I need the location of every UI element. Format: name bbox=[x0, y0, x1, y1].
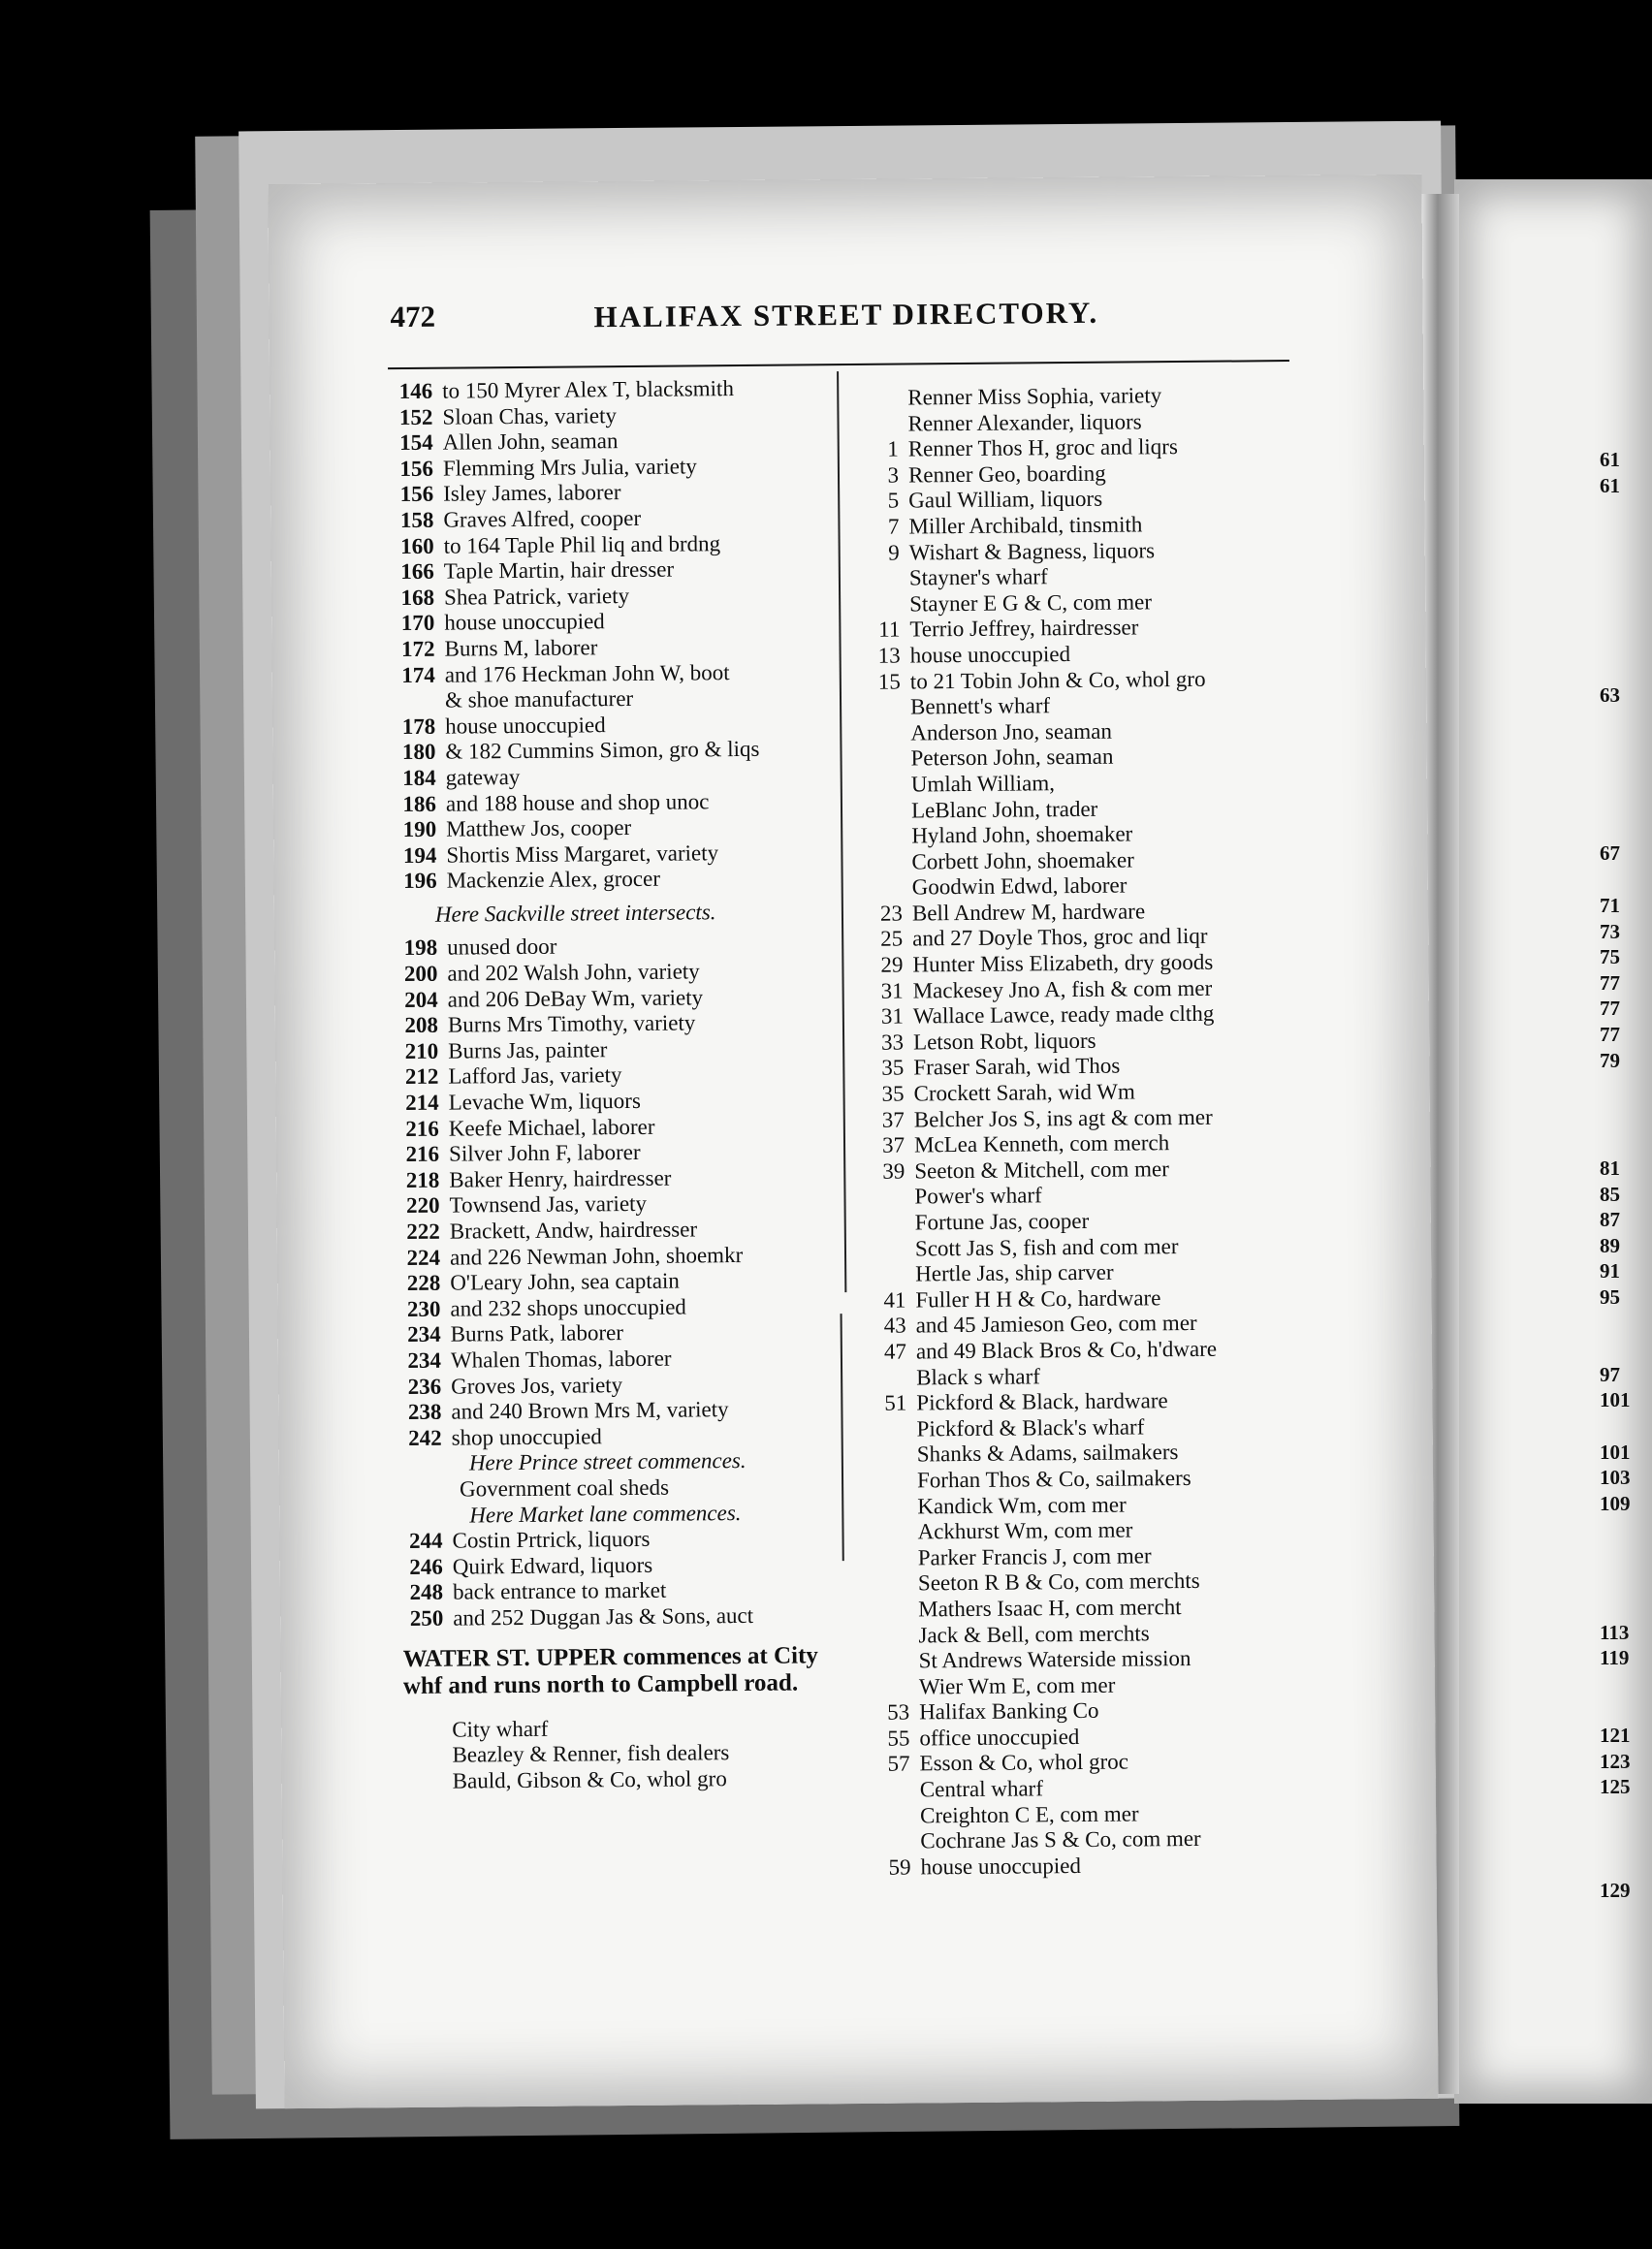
street-number: 146 bbox=[398, 378, 433, 404]
directory-entry bbox=[399, 1216, 845, 1246]
street-number: 156 bbox=[399, 456, 434, 481]
directory-entry bbox=[394, 555, 840, 586]
entry-text: and 226 Newman John, shoemkr bbox=[449, 1242, 744, 1270]
street-number: 1 bbox=[887, 436, 899, 461]
street-number: 216 bbox=[405, 1116, 439, 1141]
directory-entry bbox=[396, 839, 842, 870]
left-column bbox=[392, 375, 850, 1794]
entry-text: Graves Alfred, cooper bbox=[443, 505, 642, 532]
street-number: 5 bbox=[887, 488, 900, 514]
entry-text: Creighton C E, com mer bbox=[919, 1801, 1139, 1828]
directory-entry bbox=[398, 1138, 844, 1168]
street-number: 220 bbox=[405, 1193, 440, 1219]
right-entries bbox=[859, 381, 1376, 1881]
street-number: 238 bbox=[407, 1399, 442, 1425]
entry-text: and 45 Jamieson Geo, com mer bbox=[915, 1311, 1197, 1338]
facing-street-number: 123 bbox=[1600, 1749, 1631, 1773]
street-number: 174 bbox=[401, 662, 435, 687]
directory-entry bbox=[398, 1087, 844, 1117]
street-number: 214 bbox=[405, 1090, 439, 1116]
street-number: 216 bbox=[405, 1141, 440, 1167]
entry-text: Townsend Jas, variety bbox=[449, 1191, 648, 1219]
street-number: 230 bbox=[406, 1296, 441, 1321]
entry-text: Mackesey Jno A, fish & com mer bbox=[912, 975, 1213, 1003]
facing-street-number: 95 bbox=[1600, 1285, 1620, 1309]
street-number: 180 bbox=[401, 740, 436, 765]
entry-text: Bell Andrew M, hardware bbox=[911, 899, 1146, 926]
street-number: 160 bbox=[400, 533, 434, 558]
facing-street-number: 61 bbox=[1600, 448, 1620, 471]
entry-text: Terrio Jeffrey, hairdresser bbox=[909, 615, 1139, 642]
directory-entry bbox=[396, 788, 842, 818]
directory-entry bbox=[401, 1422, 847, 1452]
facing-street-number: 125 bbox=[1600, 1775, 1631, 1799]
street-number: 23 bbox=[879, 901, 904, 926]
directory-entry bbox=[394, 633, 840, 663]
entry-text: Wallace Lawce, ready made clthg bbox=[912, 1000, 1215, 1029]
header-rule bbox=[388, 360, 1289, 369]
page-content bbox=[268, 174, 1438, 2108]
street-number: 41 bbox=[883, 1287, 906, 1313]
street-number: 184 bbox=[402, 765, 436, 790]
street-number: 7 bbox=[887, 514, 900, 539]
entry-text: Crockett Sarah, wid Wm bbox=[913, 1079, 1135, 1106]
entry-text: Fraser Sarah, wid Thos bbox=[913, 1054, 1121, 1080]
directory-entry bbox=[397, 1061, 843, 1092]
directory-entry bbox=[396, 813, 842, 843]
government-sheds: Government coal sheds bbox=[460, 1474, 670, 1502]
entry-text: Burns Mrs Timothy, variety bbox=[447, 1010, 696, 1037]
street-number: 39 bbox=[882, 1158, 905, 1184]
street-number: 234 bbox=[407, 1347, 442, 1373]
entry-text: office unoccupied bbox=[919, 1724, 1080, 1751]
entry-text: & 182 Cummins Simon, gro & liqs bbox=[445, 737, 760, 764]
entry-text: Corbett John, shoemaker bbox=[911, 847, 1134, 874]
entry-text: Renner Miss Sophia, variety bbox=[907, 383, 1162, 410]
directory-entry: City wharf bbox=[452, 1716, 549, 1742]
facing-street-number: 89 bbox=[1600, 1233, 1620, 1257]
entry-text: to 150 Myrer Alex T, blacksmith bbox=[442, 376, 734, 403]
street-number: 51 bbox=[884, 1390, 907, 1415]
street-number: 154 bbox=[399, 429, 433, 456]
directory-entry bbox=[400, 1318, 846, 1348]
street-number: 236 bbox=[407, 1374, 442, 1399]
facing-street-number: 129 bbox=[1600, 1878, 1631, 1902]
entry-text: Renner Geo, boarding bbox=[907, 460, 1106, 488]
entry-text: Esson & Co, whol groc bbox=[919, 1750, 1129, 1776]
directory-entry bbox=[399, 1293, 845, 1323]
facing-street-number: 73 bbox=[1600, 919, 1620, 943]
entry-text: and 252 Duggan Jas & Sons, auct bbox=[453, 1602, 754, 1631]
directory-entry bbox=[395, 711, 841, 741]
entry-text: Whalen Thomas, laborer bbox=[450, 1346, 672, 1373]
entry-text: LeBlanc John, trader bbox=[910, 796, 1098, 822]
directory-entry bbox=[872, 1851, 1376, 1881]
street-number: 228 bbox=[406, 1270, 441, 1296]
entry-text: Shea Patrick, variety bbox=[443, 583, 630, 610]
street-number: 55 bbox=[887, 1726, 910, 1751]
entry-text: Fortune Jas, cooper bbox=[914, 1208, 1090, 1235]
directory-entry bbox=[401, 1525, 847, 1555]
entry-text: Jack & Bell, com merchts bbox=[918, 1620, 1150, 1647]
facing-street-number: 79 bbox=[1600, 1048, 1620, 1072]
entry-text: Pickford & Black, hardware bbox=[916, 1388, 1168, 1415]
note-market: Here Market lane commences. bbox=[469, 1500, 742, 1527]
entry-text: Gaul William, liquors bbox=[908, 487, 1103, 513]
entry-text: Cochrane Jas S & Co, com mer bbox=[920, 1826, 1201, 1853]
street-number: 218 bbox=[405, 1167, 440, 1192]
entry-text: to 21 Tobin John & Co, whol gro bbox=[909, 666, 1206, 693]
entry-text: O'Leary John, sea captain bbox=[450, 1268, 680, 1295]
entry-text: Hunter Miss Elizabeth, dry goods bbox=[912, 949, 1214, 977]
entry-text: Pickford & Black's wharf bbox=[916, 1414, 1145, 1441]
street-number: 11 bbox=[878, 617, 901, 643]
entry-text: Stayner E G & C, com mer bbox=[909, 589, 1153, 617]
entry-text: Stayner's wharf bbox=[908, 564, 1048, 590]
directory-entry bbox=[395, 659, 841, 689]
entry-text: shop unoccupied bbox=[451, 1424, 602, 1450]
facing-street-number: 101 bbox=[1600, 1388, 1631, 1412]
directory-entry bbox=[397, 933, 842, 963]
right-column bbox=[859, 381, 1376, 1881]
entry-text: Fuller H H & Co, hardware bbox=[915, 1285, 1161, 1313]
street-number: 224 bbox=[406, 1245, 441, 1270]
note-sackville: Here Sackville street intersects. bbox=[434, 900, 716, 927]
street-number: 198 bbox=[403, 935, 438, 961]
entry-text: unused door bbox=[447, 934, 557, 961]
facing-street-number: 103 bbox=[1600, 1466, 1631, 1490]
directory-entry: Beazley & Renner, fish dealers bbox=[452, 1740, 730, 1767]
directory-entry bbox=[397, 1009, 843, 1039]
entry-text: Baker Henry, hairdresser bbox=[449, 1165, 672, 1192]
entry-text: house unoccupied bbox=[909, 641, 1071, 668]
entry-text: and 27 Doyle Thos, groc and liqr bbox=[912, 924, 1208, 951]
entry-text: Bennett's wharf bbox=[909, 693, 1051, 719]
facing-street-number: 77 bbox=[1600, 1023, 1620, 1046]
street-number: 3 bbox=[887, 462, 900, 488]
entry-text: & shoe manufacturer bbox=[444, 686, 634, 713]
directory-page bbox=[268, 174, 1438, 2108]
street-number: 31 bbox=[880, 1003, 904, 1029]
directory-entry bbox=[399, 1242, 845, 1272]
street-number: 248 bbox=[409, 1580, 444, 1605]
entry-text: Scott Jas S, fish and com mer bbox=[914, 1233, 1179, 1261]
street-number: 37 bbox=[881, 1132, 905, 1157]
facing-street-number: 109 bbox=[1600, 1491, 1631, 1515]
entry-text: Groves Jos, variety bbox=[451, 1372, 623, 1399]
street-number: 250 bbox=[409, 1605, 444, 1631]
entry-text: Umlah William, bbox=[910, 771, 1056, 797]
street-number: 47 bbox=[883, 1339, 907, 1364]
directory-entry bbox=[400, 1396, 846, 1426]
street-number: 35 bbox=[881, 1081, 905, 1106]
entry-text: Seeton & Mitchell, com mer bbox=[914, 1156, 1169, 1184]
directory-entry bbox=[397, 1035, 843, 1065]
directory-entry bbox=[393, 453, 839, 483]
water-street-heading: WATER ST. UPPER commences at City whf and runs north to Campbell road. bbox=[402, 1641, 818, 1699]
facing-page bbox=[1454, 179, 1652, 2104]
entry-text: Belcher Jos S, ins agt & com mer bbox=[913, 1104, 1213, 1132]
directory-entry bbox=[394, 607, 840, 637]
entry-text: Keefe Michael, laborer bbox=[448, 1114, 655, 1141]
entry-text: Shortis Miss Margaret, variety bbox=[446, 839, 719, 868]
street-number: 166 bbox=[400, 558, 434, 585]
street-number: 9 bbox=[888, 540, 900, 565]
note-prince: Here Prince street commences. bbox=[468, 1448, 747, 1475]
entry-text: to 164 Taple Phil liq and brdng bbox=[443, 530, 721, 558]
entry-text: and 240 Brown Mrs M, variety bbox=[451, 1397, 729, 1424]
entry-text: McLea Kenneth, com merch bbox=[913, 1130, 1170, 1157]
street-number: 196 bbox=[403, 869, 437, 894]
street-number: 194 bbox=[402, 842, 437, 868]
directory-entry bbox=[400, 1345, 846, 1375]
facing-street-number: 113 bbox=[1600, 1620, 1630, 1644]
entry-text: Halifax Banking Co bbox=[919, 1698, 1099, 1725]
entry-text: Letson Robt, liquors bbox=[912, 1028, 1096, 1055]
directory-entry bbox=[393, 427, 839, 457]
directory-entry bbox=[392, 375, 838, 405]
street-number: 158 bbox=[399, 507, 434, 533]
entry-text: Miller Archibald, tinsmith bbox=[908, 512, 1143, 539]
entry-text: and 49 Black Bros & Co, h'dware bbox=[915, 1336, 1218, 1364]
left-entries-d bbox=[403, 1714, 850, 1795]
street-number: 204 bbox=[404, 987, 438, 1012]
street-number: 43 bbox=[883, 1313, 906, 1339]
left-entries-c bbox=[401, 1525, 848, 1631]
facing-street-number: 81 bbox=[1600, 1156, 1620, 1180]
left-entries-a bbox=[392, 375, 842, 895]
street-number: 29 bbox=[880, 952, 904, 977]
left-entries-b bbox=[397, 933, 847, 1452]
street-number: 172 bbox=[400, 636, 435, 661]
entry-text: Burns M, laborer bbox=[444, 635, 598, 661]
entry-text: Mackenzie Alex, grocer bbox=[446, 867, 661, 893]
entry-text: Central wharf bbox=[919, 1776, 1044, 1802]
page-number: 472 bbox=[390, 299, 436, 334]
street-number: 35 bbox=[881, 1055, 905, 1081]
entry-text: house unoccupied bbox=[920, 1853, 1082, 1880]
entry-text: Goodwin Edwd, laborer bbox=[911, 872, 1128, 900]
street-number: 210 bbox=[404, 1038, 439, 1063]
entry-text: and 188 house and shop unoc bbox=[445, 788, 710, 816]
street-number: 168 bbox=[400, 585, 435, 610]
street-number: 15 bbox=[877, 669, 901, 694]
street-number: 212 bbox=[404, 1064, 439, 1090]
entry-text: Mathers Isaac H, com mercht bbox=[918, 1594, 1182, 1622]
street-number: 57 bbox=[887, 1751, 910, 1777]
facing-street-number: 101 bbox=[1600, 1440, 1631, 1464]
street-number: 156 bbox=[399, 482, 434, 507]
facing-street-number: 87 bbox=[1600, 1208, 1620, 1232]
facing-street-number: 91 bbox=[1600, 1259, 1620, 1283]
entry-text: Black s wharf bbox=[916, 1363, 1040, 1390]
facing-street-number: 85 bbox=[1600, 1182, 1620, 1206]
entry-text: Anderson Jno, seaman bbox=[910, 718, 1113, 745]
entry-text: Renner Alexander, liquors bbox=[907, 408, 1142, 436]
entry-text: Shanks & Adams, sailmakers bbox=[916, 1440, 1179, 1467]
directory-entry bbox=[397, 984, 843, 1014]
facing-street-number: 75 bbox=[1600, 945, 1620, 969]
directory-entry bbox=[394, 582, 840, 612]
directory-entry bbox=[392, 401, 838, 431]
facing-street-number: 61 bbox=[1600, 473, 1620, 497]
directory-entry bbox=[402, 1602, 848, 1632]
street-number: 152 bbox=[398, 404, 433, 429]
entry-text: Hyland John, shoemaker bbox=[911, 821, 1133, 848]
street-number: 186 bbox=[402, 791, 437, 816]
entry-text: and 206 DeBay Wm, variety bbox=[447, 985, 704, 1012]
facing-street-number: 63 bbox=[1600, 683, 1620, 707]
directory-entry bbox=[402, 1576, 848, 1606]
entry-text: Hertle Jas, ship carver bbox=[915, 1259, 1114, 1286]
entry-text: Silver John F, laborer bbox=[448, 1140, 641, 1166]
facing-street-number: 77 bbox=[1600, 970, 1620, 995]
entry-text: house unoccupied bbox=[444, 609, 605, 636]
street-number: 190 bbox=[402, 816, 437, 842]
entry-text: Burns Jas, painter bbox=[448, 1037, 608, 1063]
street-number: 13 bbox=[877, 643, 901, 668]
entry-text: Sloan Chas, variety bbox=[442, 402, 618, 429]
street-number: 222 bbox=[406, 1219, 440, 1245]
street-number: 33 bbox=[880, 1029, 905, 1055]
street-number: 242 bbox=[408, 1425, 442, 1450]
directory-entry bbox=[393, 504, 839, 534]
directory-entry bbox=[400, 1371, 846, 1401]
directory-entry bbox=[402, 1551, 848, 1581]
street-number: 37 bbox=[881, 1107, 905, 1132]
street-number: 200 bbox=[403, 961, 438, 987]
entry-text: Ackhurst Wm, com mer bbox=[917, 1517, 1133, 1544]
entry-text: Peterson John, seaman bbox=[910, 744, 1114, 771]
directory-entry bbox=[399, 1267, 845, 1297]
entry-text: Renner Thos H, groc and liqrs bbox=[907, 434, 1178, 461]
entry-text: and 232 shops unoccupied bbox=[450, 1294, 686, 1321]
facing-street-number: 97 bbox=[1600, 1362, 1620, 1386]
entry-text: Burns Patk, laborer bbox=[450, 1320, 624, 1347]
entry-text: Allen John, seaman bbox=[442, 428, 619, 455]
entry-text: Quirk Edward, liquors bbox=[452, 1552, 653, 1579]
facing-street-number: 119 bbox=[1600, 1646, 1630, 1670]
directory-entry: Bauld, Gibson & Co, whol gro bbox=[452, 1765, 727, 1793]
directory-entry bbox=[398, 1189, 844, 1220]
entry-text: and 176 Heckman John W, boot bbox=[444, 659, 730, 687]
facing-street-number: 71 bbox=[1600, 894, 1620, 917]
entry-text: Matthew Jos, cooper bbox=[446, 815, 632, 841]
entry-text: Seeton R B & Co, com merchts bbox=[917, 1568, 1200, 1596]
entry-text: Forhan Thos & Co, sailmakers bbox=[916, 1465, 1191, 1493]
entry-text: St Andrews Waterside mission bbox=[918, 1646, 1191, 1673]
facing-street-number: 121 bbox=[1600, 1724, 1631, 1748]
street-number: 244 bbox=[408, 1528, 443, 1554]
directory-entry bbox=[398, 1113, 844, 1143]
page-header bbox=[390, 291, 1437, 358]
entry-text: Power's wharf bbox=[914, 1183, 1042, 1209]
street-number: 25 bbox=[880, 927, 904, 952]
entry-text: Flemming Mrs Julia, variety bbox=[442, 454, 697, 481]
facing-street-number: 67 bbox=[1600, 841, 1620, 865]
directory-entry bbox=[394, 530, 840, 560]
street-number: 208 bbox=[404, 1012, 439, 1038]
entry-text: Brackett, Andw, hairdresser bbox=[449, 1217, 698, 1244]
street-number: 53 bbox=[887, 1699, 910, 1725]
directory-entry bbox=[395, 684, 841, 714]
entry-text: Kandick Wm, com mer bbox=[917, 1492, 1127, 1518]
street-number: 246 bbox=[409, 1554, 443, 1579]
entry-text: Taple Martin, hair dresser bbox=[443, 556, 675, 584]
directory-entry bbox=[398, 1164, 844, 1194]
directory-entry bbox=[395, 736, 841, 766]
page-title: HALIFAX STREET DIRECTORY. bbox=[593, 295, 1099, 334]
street-number: 31 bbox=[880, 978, 904, 1003]
entry-text: Costin Prtrick, liquors bbox=[452, 1526, 651, 1553]
entry-text: Levache Wm, liquors bbox=[448, 1088, 641, 1115]
entry-text: Wishart & Bagness, liquors bbox=[908, 537, 1156, 565]
entry-text: and 202 Walsh John, variety bbox=[447, 959, 700, 986]
street-number: 234 bbox=[407, 1322, 441, 1347]
street-number: 170 bbox=[400, 611, 435, 636]
entry-text: Wier Wm E, com mer bbox=[918, 1672, 1116, 1699]
facing-street-number: 77 bbox=[1600, 997, 1620, 1021]
directory-entry bbox=[397, 958, 842, 988]
street-number: 178 bbox=[401, 713, 436, 739]
directory-entry bbox=[397, 865, 842, 895]
entry-text: gateway bbox=[445, 764, 521, 790]
entry-text: Lafford Jas, variety bbox=[448, 1062, 622, 1090]
entry-text: house unoccupied bbox=[445, 712, 606, 739]
entry-text: Isley James, laborer bbox=[443, 480, 621, 507]
directory-entry bbox=[396, 762, 842, 792]
street-number: 59 bbox=[888, 1854, 911, 1880]
directory-entry bbox=[393, 478, 839, 508]
entry-text: back entrance to market bbox=[452, 1578, 667, 1604]
entry-text: Parker Francis J, com mer bbox=[917, 1543, 1152, 1570]
